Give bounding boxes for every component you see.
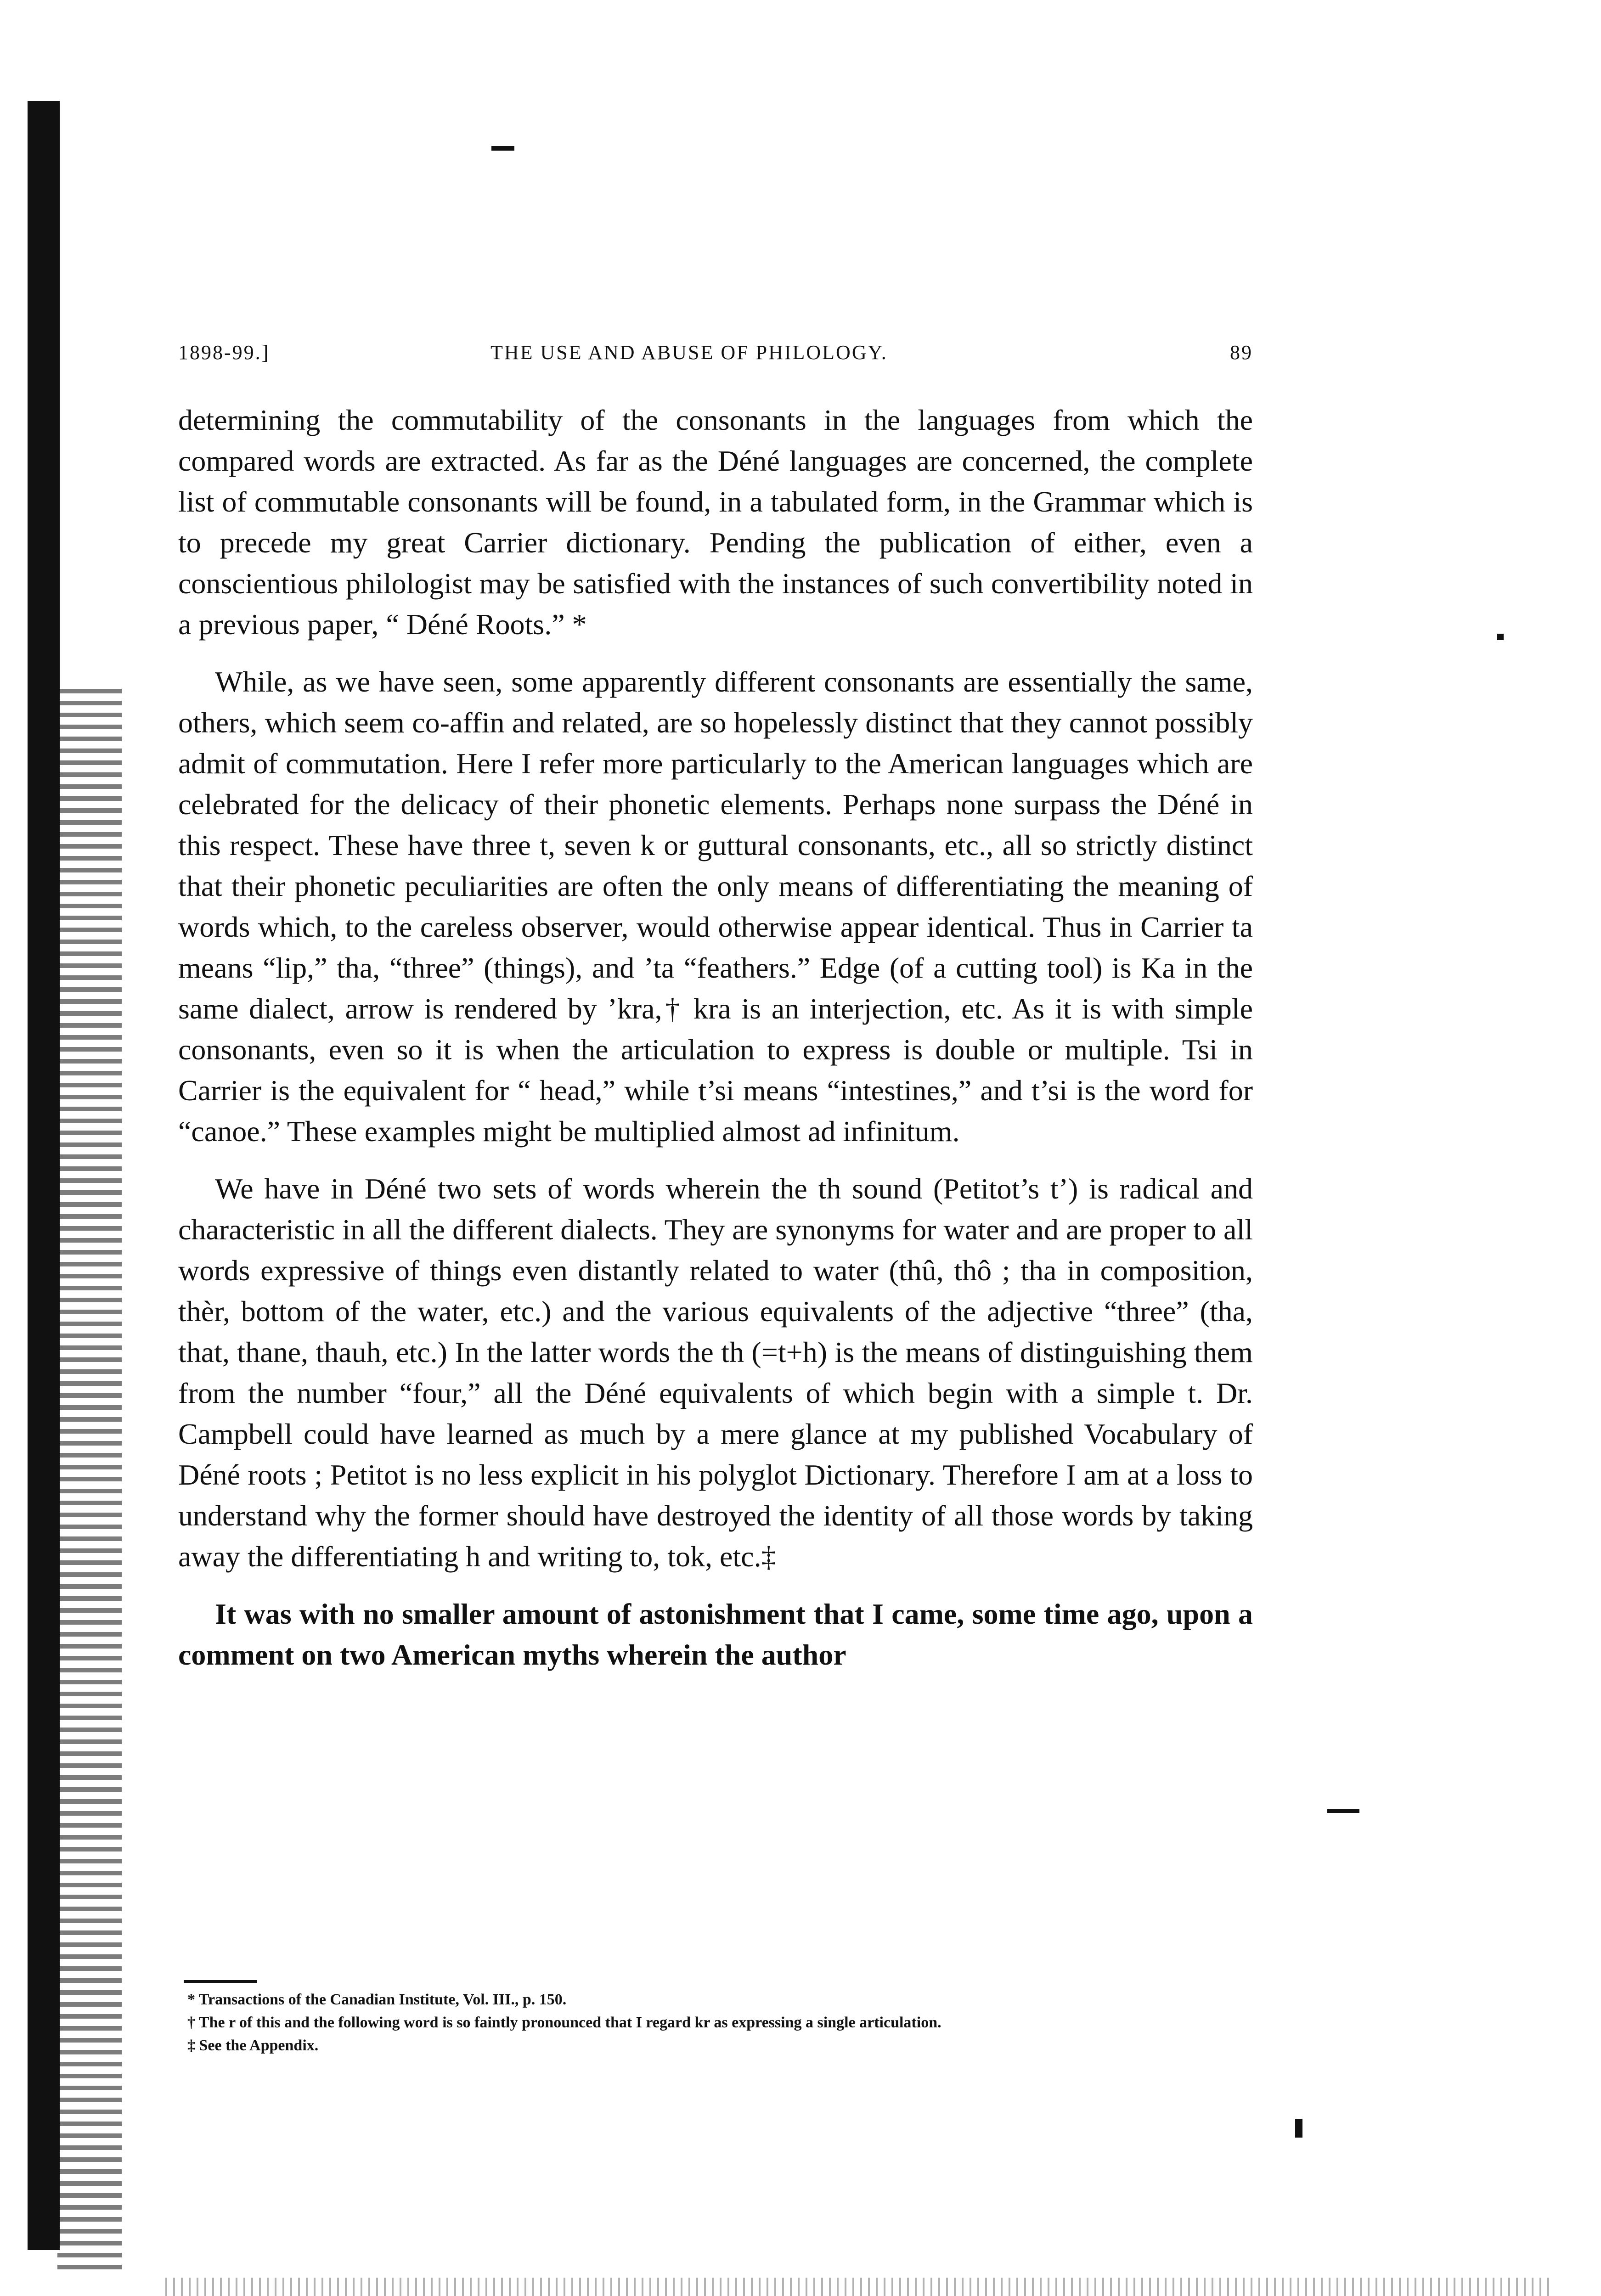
footnote: † The r of this and the following word is so faintly pronounced that I regard kr as expressing a single articulation. — [187, 2014, 941, 2031]
scan-speck — [1497, 634, 1504, 640]
paragraph: determining the commutability of the consonants in the languages from which the compared words are extracted. As far as the Déné languages are concerned, the complete list of commutable consonants will be found, in a tabulated form, in the Grammar which is to precede my great Carrier dictionary. Pending the publication of either, even a conscientious philologist may be satisfied with the instances of such convertibility noted in a previous paper, “ Déné Roots.” * — [178, 404, 1253, 641]
paragraph: It was with no smaller amount of astonishment that I came, some time ago, upon a comment on two American myths wherein the author — [178, 1598, 1253, 1671]
paragraph: While, as we have seen, some apparently different consonants are essentially the same, others, which seem co-affin and related, are so hopelessly distinct that they cannot possibly admit of commutation. Here I refer more particularly to the American languages which are celebrated for the delicacy of their phonetic elements. Perhaps none surpass the Déné in this respect. These have three t, seven k or guttural consonants, etc., all so strictly distinct that their phonetic peculiarities are often the only means of differentiating the meaning of words which, to the careless observer, would otherwise appear identical. Thus in Carrier ta means “lip,” tha, “three” (things), and ’ta “feathers.” Edge (of a cutting tool) is Ka in the same dialect, arrow is rendered by ’kra,† kra is an interjection, etc. As it is with simple consonants, even so it is when the articulation to express is double or multiple. Tsi in Carrier is the equivalent for “ head,” while t’si means “intestines,” and t’si is the word for “canoe.” These examples might be multiplied almost ad infinitum. — [178, 665, 1253, 1148]
scan-speck — [1327, 1809, 1359, 1813]
scan-speck — [491, 146, 514, 151]
running-header — [178, 341, 1253, 373]
scan-bottom-noise — [165, 2278, 1552, 2296]
scan-dark-edge — [28, 101, 60, 2250]
paragraph: We have in Déné two sets of words wherein the th sound (Petitot’s t’) is radical and characteristic in all the different dialects. They are synonyms for water and are proper to all words expressive of things even distantly related to water (thû, thô ; tha in composition, thèr, bottom of the water, etc.) and the various equivalents of the adjective “three” (tha, that, thane, thauh, etc.) In the latter words the th (=t+h) is the means of distinguishing them from the number “four,” all the Déné equivalents of which begin with a simple t. Dr. Campbell could have learned as much by a mere glance at my published Vocabulary of Déné roots ; Petitot is no less explicit in his polyglot Dictionary. Therefore I am at a loss to understand why the former should have destroyed the identity of all those words by taking away the differentiating h and writing to, tok, etc.‡ — [178, 1172, 1253, 1573]
header-volume: 1898-99.] — [178, 341, 270, 364]
footnote: ‡ See the Appendix. — [187, 2037, 319, 2054]
footnotes — [178, 1988, 1253, 2057]
footnote-rule — [184, 1980, 257, 1983]
footnote: * Transactions of the Canadian Institute, Vol. III., p. 150. — [187, 1991, 567, 2008]
header-title: THE USE AND ABUSE OF PHILOLOGY. — [490, 341, 888, 364]
scan-edge-noise — [57, 689, 122, 2273]
body-text — [178, 400, 1253, 1675]
scan-speck — [1295, 2119, 1302, 2138]
page-number: 89 — [1230, 341, 1253, 364]
